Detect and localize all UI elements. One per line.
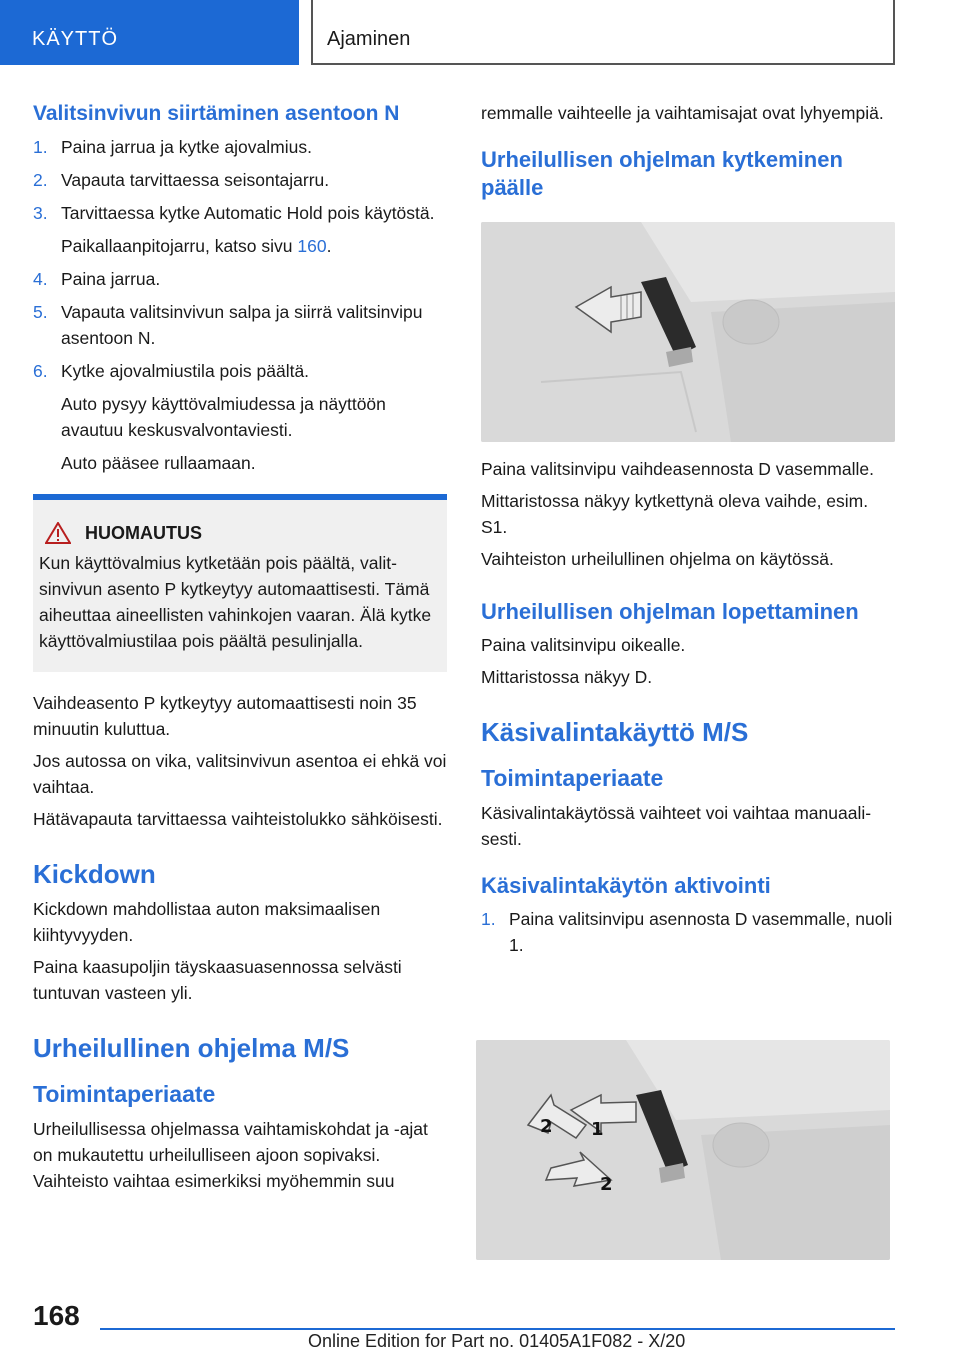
- paragraph: Mittaristossa näkyy D.: [481, 667, 653, 687]
- right-column: [481, 100, 899, 965]
- gear-selector-image: [481, 222, 895, 442]
- list-item: [33, 134, 447, 160]
- paragraph: Käsivalintakäytössä vaihteet voi vaihtaa manuaalisesti.: [481, 803, 872, 849]
- notice-header: [39, 522, 441, 544]
- page-number: 168: [33, 1300, 80, 1331]
- arrow-label-1: 1: [591, 1119, 604, 1140]
- paragraph: Vaihdeasento P kytkeytyy automaattisesti noin 35 minuutin kuluttua.: [33, 693, 417, 739]
- notice-text: Kun käyttövalmius kytketään pois päältä, valitsinvivun asento P kytkeytyy automaattisesti. Tämä aiheuttaa aineellisten vahinkojen vaaran. Älä kytke käyttövalmiustilaa pois päältä pesulinjalla.: [39, 553, 432, 651]
- manual-mode-illustration: [476, 1040, 890, 1260]
- step-text: Paina jarrua.: [61, 269, 161, 289]
- paragraph: Paina valitsinvipu vaihdeasennosta D vasemmalle.: [481, 459, 874, 479]
- heading-neutral: Valitsinvivun siirtäminen asentoon N: [33, 102, 400, 125]
- section-tab[interactable]: KÄYTTÖ: [0, 0, 299, 65]
- paragraph: Paina kaasupoljin täyskaasuasennossa selvästi tuntuvan vasteen yli.: [33, 957, 402, 1003]
- gear-selector-illustration: [481, 222, 895, 442]
- heading-manual-mode: Käsivalintakäyttö M/S: [481, 717, 749, 747]
- step-text: Tarvittaessa kytke Automatic Hold pois käytöstä.: [61, 203, 435, 223]
- list-item: [33, 358, 447, 384]
- step-number: 2.: [33, 170, 48, 190]
- page-link[interactable]: 160: [297, 236, 327, 256]
- paragraph: remmalle vaihteelle ja vaihtamisajat ovat lyhyempiä.: [481, 103, 884, 123]
- list-item: [481, 906, 899, 958]
- step-text: Paina jarrua ja kytke ajovalmius.: [61, 137, 312, 157]
- paragraph: Mittaristossa näkyy kytkettynä oleva vaihde, esim. S1.: [481, 491, 869, 537]
- step-note-text: Paikallaanpitojarru, katso sivu: [61, 236, 298, 256]
- heading-sport-program: Urheilullinen ohjelma M/S: [33, 1033, 350, 1063]
- step-number: 3.: [33, 203, 48, 223]
- footer-divider: [100, 1328, 895, 1330]
- arrow-label-2-up: 2: [540, 1116, 553, 1137]
- paragraph: Kickdown mahdollistaa auton maksimaalisen kiihtyvyyden.: [33, 899, 381, 945]
- paragraph: Paina valitsinvipu oikealle.: [481, 635, 686, 655]
- step-text: Vapauta tarvittaessa seisontajarru.: [61, 170, 330, 190]
- step-note: [33, 233, 447, 259]
- list-item: [33, 167, 447, 193]
- paragraph: Urheilullisessa ohjelmassa vaihtamiskohdat ja -ajat on mukautettu urheilulliseen ajoon sopivaksi. Vaihteisto vaihtaa esimerkiksi myöhemmin suu: [33, 1119, 428, 1191]
- step-number: 5.: [33, 302, 48, 322]
- chapter-title: Ajaminen: [311, 0, 895, 65]
- step-number: 1.: [481, 909, 496, 929]
- paragraph: Jos autossa on vika, valitsinvivun asentoa ei ehkä voi vaihtaa.: [33, 751, 447, 797]
- heading-manual-activation: Käsivalintakäytön aktivointi: [481, 873, 771, 898]
- warning-icon: [45, 522, 71, 544]
- heading-principle: Toimintaperiaate: [481, 765, 664, 791]
- notice-box: [33, 494, 447, 672]
- step-text: Paina valitsinvipu asennosta D vasemmalle, nuoli 1.: [509, 909, 893, 955]
- step-text: Vapauta valitsinvivun salpa ja siirrä valitsinvipu asentoon N.: [61, 302, 423, 348]
- step-note: Auto pääsee rullaamaan.: [61, 453, 256, 473]
- list-item: [33, 299, 447, 351]
- activation-steps: [481, 906, 899, 958]
- list-item: [33, 200, 447, 226]
- paragraph: Hätävapauta tarvittaessa vaihteistolukko sähköisesti.: [33, 809, 443, 829]
- step-note: Auto pysyy käyttövalmiudessa ja näyttöön avautuu keskusvalvontaviesti.: [61, 394, 386, 440]
- heading-sport-off: Urheilullisen ohjelman lopettaminen: [481, 599, 859, 624]
- heading-principle: Toimintaperiaate: [33, 1081, 216, 1107]
- heading-kickdown: Kickdown: [33, 859, 156, 889]
- arrow-label-2-down: 2: [600, 1174, 613, 1195]
- step-number: 1.: [33, 137, 48, 157]
- left-column: [33, 100, 447, 1200]
- list-item: [33, 266, 447, 292]
- footer-edition: Online Edition for Part no. 01405A1F082 - X/20: [308, 1331, 686, 1351]
- steps-list: [33, 134, 447, 476]
- step-number: 4.: [33, 269, 48, 289]
- paragraph: Vaihteiston urheilullinen ohjelma on käytössä.: [481, 549, 834, 569]
- notice-title: HUOMAUTUS: [85, 522, 202, 543]
- step-text: Kytke ajovalmiustila pois päältä.: [61, 361, 310, 381]
- manual-mode-image: [476, 1040, 890, 1260]
- step-number: 6.: [33, 361, 48, 381]
- heading-sport-on: Urheilullisen ohjelman kytkeminen päälle: [481, 147, 843, 200]
- step-note-suffix: .: [326, 236, 332, 256]
